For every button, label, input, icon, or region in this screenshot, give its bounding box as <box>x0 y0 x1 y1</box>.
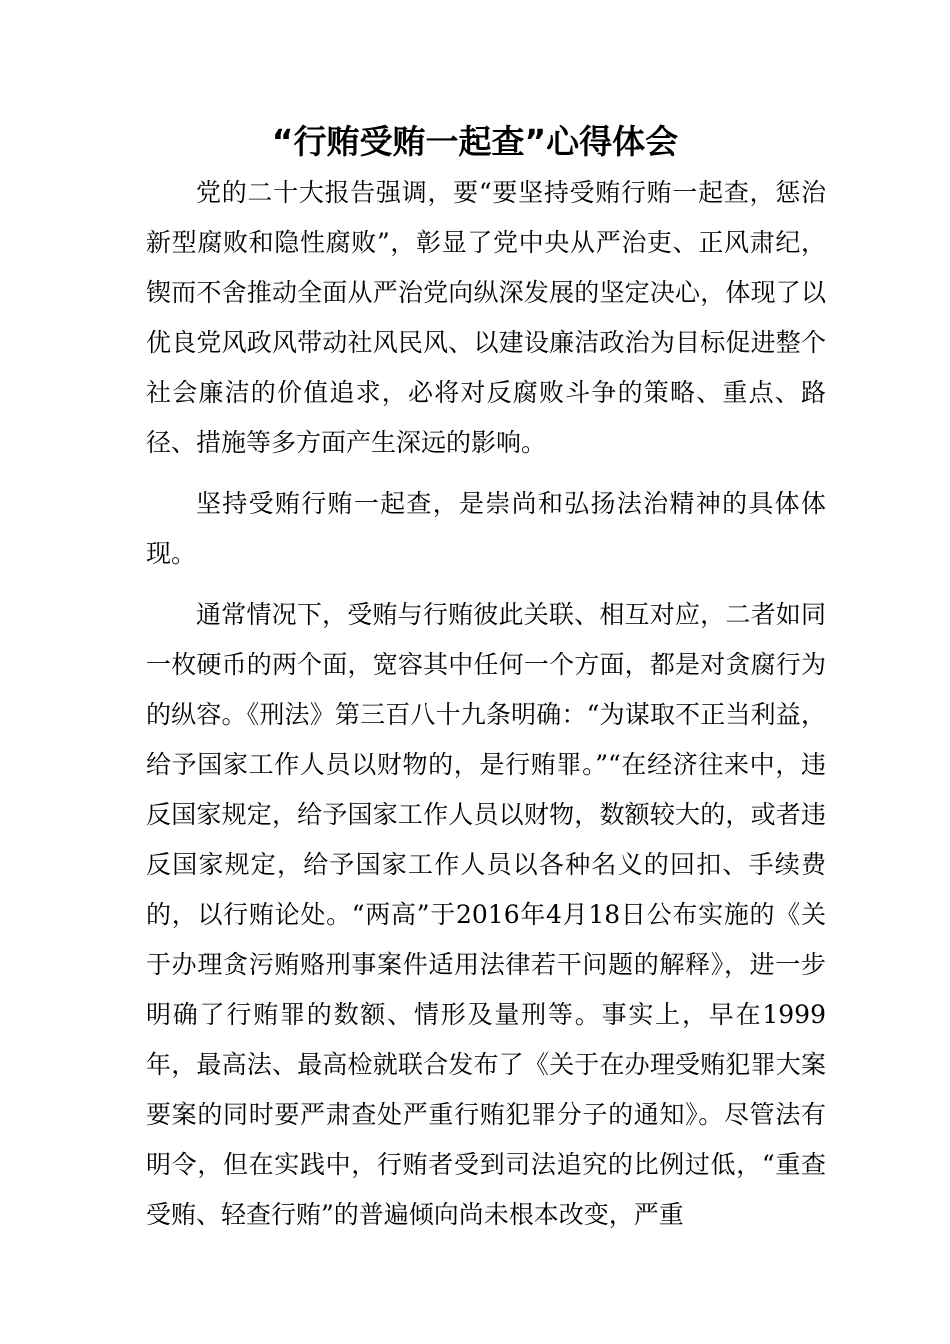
paragraph: 通常情况下，受贿与行贿彼此关联、相互对应，二者如同一枚硬币的两个面，宽容其中任何一个方面，都是对贪腐行为的纵容。《刑法》第三百八十九条明确：“为谋取不正当利益，给予国家工作人员以财物的，是行贿罪。”“在经济往来中，违反国家规定，给予国家工作人员以财物，数额较大的，或者违反国家规定，给予国家工作人员以各种名义的回扣、手续费的，以行贿论处。“两高”于2016年4月18日公布实施的《关于办理贪污贿赂刑事案件适用法律若干问题的解释》，进一步明确了行贿罪的数额、情形及量刑等。事实上，早在1999年，最高法、最高检就联合发布了《关于在办理受贿犯罪大案要案的同时要严肃查处严重行贿犯罪分子的通知》。尽管法有明令，但在实践中，行贿者受到司法追究的比例过低，“重查受贿、轻查行贿”的普遍倾向尚未根本改变，严重 <box>146 600 826 1229</box>
document-title: “行贿受贿一起查”心得体会 <box>271 122 679 161</box>
paragraph: 党的二十大报告强调，要“要坚持受贿行贿一起查，惩治新型腐败和隐性腐败”，彰显了党中央从严治吏、正风肃纪，锲而不舍推动全面从严治党向纵深发展的坚定决心，体现了以优良党风政风带动社风民风、以建设廉洁政治为目标促进整个社会廉洁的价值追求，必将对反腐败斗争的策略、重点、路径、措施等多方面产生深远的影响。 <box>146 178 826 457</box>
document-body <box>146 168 826 1240</box>
paragraph: 坚持受贿行贿一起查，是崇尚和弘扬法治精神的具体体现。 <box>146 489 826 568</box>
